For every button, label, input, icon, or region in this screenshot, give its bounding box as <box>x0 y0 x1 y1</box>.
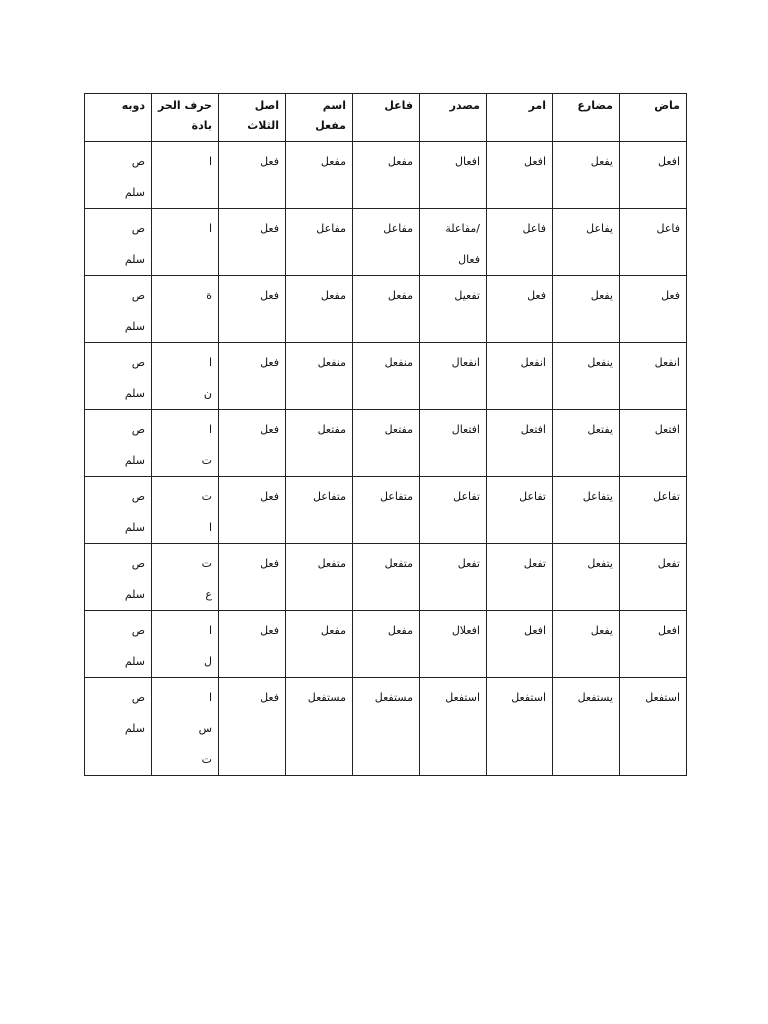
cell-text: متفعل <box>317 557 346 570</box>
table-cell <box>85 611 152 678</box>
cell-text: استفعل <box>511 691 546 704</box>
cell-text: تفاعل <box>453 490 480 503</box>
table-cell <box>620 477 687 544</box>
table-cell <box>286 343 353 410</box>
table-cell <box>219 142 286 209</box>
cell-line: سلم <box>124 387 145 400</box>
header-cell: اسم مفعل <box>286 94 353 142</box>
cell-text: يتفعل <box>587 557 613 570</box>
table-cell <box>420 410 487 477</box>
table-cell <box>620 209 687 276</box>
table-cell <box>487 410 553 477</box>
cell-text: استفعل <box>645 691 680 704</box>
cell-text: انفعل <box>654 356 680 369</box>
cell-line: ص <box>131 289 145 302</box>
cell-text: فعل <box>260 155 279 168</box>
table-cell <box>286 410 353 477</box>
table-row <box>85 343 687 410</box>
cell-line: سلم <box>124 655 145 668</box>
header-row <box>85 94 687 142</box>
table-cell <box>152 544 219 611</box>
table-cell <box>420 209 487 276</box>
cell-text: انفعل <box>520 356 546 369</box>
cell-text: متفعل <box>384 557 413 570</box>
cell-line: سلم <box>124 454 145 467</box>
table-cell <box>353 410 420 477</box>
cell-text: تفعل <box>523 557 546 570</box>
table-cell <box>620 343 687 410</box>
table-cell <box>152 343 219 410</box>
table-cell <box>553 611 620 678</box>
header-cell: فاعل <box>353 94 420 142</box>
cell-text: مستفعل <box>374 691 413 704</box>
table-row <box>85 209 687 276</box>
cell-line: ص <box>131 423 145 436</box>
table-cell <box>420 343 487 410</box>
cell-line: ص <box>131 691 145 704</box>
table-cell <box>152 678 219 776</box>
table-cell <box>286 142 353 209</box>
table-cell <box>553 544 620 611</box>
table-cell <box>286 209 353 276</box>
cell-text: فعل <box>260 222 279 235</box>
cell-text: افتعل <box>654 423 680 436</box>
table-cell <box>487 477 553 544</box>
cell-text: مفعل <box>387 155 413 168</box>
header-cell: مضارع <box>553 94 620 142</box>
cell-text: يفعل <box>590 289 613 302</box>
cell-text: يفعل <box>590 155 613 168</box>
table-cell <box>219 678 286 776</box>
cell-text: مفعل <box>320 155 346 168</box>
table-cell <box>152 142 219 209</box>
cell-text: مفعل <box>320 624 346 637</box>
table-cell <box>85 678 152 776</box>
cell-text: افعل <box>524 155 546 168</box>
cell-text: فعل <box>260 289 279 302</box>
table-cell <box>85 410 152 477</box>
cell-text: فعل <box>661 289 680 302</box>
cell-text: تفعل <box>657 557 680 570</box>
cell-line: ا <box>208 423 212 436</box>
cell-line: سلم <box>124 521 145 534</box>
table-cell <box>219 209 286 276</box>
table-cell <box>487 343 553 410</box>
table-cell <box>85 142 152 209</box>
cell-line: سلم <box>124 722 145 735</box>
table-cell <box>487 611 553 678</box>
table-row <box>85 142 687 209</box>
cell-text: تفعل <box>457 557 480 570</box>
cell-text: يستفعل <box>577 691 613 704</box>
table-cell <box>620 678 687 776</box>
table-cell <box>286 477 353 544</box>
table-cell <box>553 410 620 477</box>
table-cell <box>420 611 487 678</box>
table-cell <box>152 276 219 343</box>
cell-line: سلم <box>124 186 145 199</box>
table-row <box>85 678 687 776</box>
table-cell <box>620 410 687 477</box>
table-cell <box>85 544 152 611</box>
table-cell <box>553 343 620 410</box>
table-row <box>85 410 687 477</box>
cell-line: ا <box>208 691 212 704</box>
table-row <box>85 544 687 611</box>
table-cell <box>85 209 152 276</box>
table-cell <box>487 544 553 611</box>
cell-text: فعل <box>527 289 546 302</box>
table-cell <box>620 142 687 209</box>
cell-line: ص <box>131 155 145 168</box>
cell-text: مفعل <box>387 289 413 302</box>
cell-line: ع <box>205 588 212 601</box>
header-cell: حرف الحر بادة <box>152 94 219 142</box>
table-cell <box>487 678 553 776</box>
cell-text: يفاعل <box>586 222 613 235</box>
table-cell <box>353 678 420 776</box>
cell-line: ل <box>204 655 212 668</box>
cell-text: افعال <box>455 155 480 168</box>
cell-line: ص <box>131 557 145 570</box>
cell-text: متفاعل <box>379 490 413 503</box>
cell-line: سلم <box>124 320 145 333</box>
table-cell <box>85 343 152 410</box>
cell-line: سلم <box>124 253 145 266</box>
table-cell <box>219 410 286 477</box>
cell-line: ت <box>201 753 212 766</box>
cell-text: فعل <box>260 356 279 369</box>
table-cell <box>620 544 687 611</box>
cell-text: افتعل <box>520 423 546 436</box>
cell-line: ت <box>201 557 212 570</box>
cell-line: ة <box>206 289 212 302</box>
cell-text: افعل <box>658 155 680 168</box>
cell-text: مفاعل <box>383 222 413 235</box>
verb-forms-table <box>84 93 687 776</box>
cell-text: فعل <box>260 691 279 704</box>
cell-text: فعل <box>260 624 279 637</box>
table-cell <box>219 343 286 410</box>
table-cell <box>219 477 286 544</box>
table-cell <box>286 276 353 343</box>
cell-text: متفاعل <box>312 490 346 503</box>
table-cell <box>353 611 420 678</box>
cell-text: افتعال <box>451 423 480 436</box>
table-cell <box>487 142 553 209</box>
cell-text: فعل <box>260 423 279 436</box>
table-row <box>85 477 687 544</box>
table-cell <box>152 410 219 477</box>
cell-line: ا <box>208 155 212 168</box>
cell-text: يتفاعل <box>582 490 613 503</box>
table-cell <box>420 276 487 343</box>
cell-line: ت <box>201 454 212 467</box>
table-cell <box>420 678 487 776</box>
cell-text: تفاعل <box>519 490 546 503</box>
cell-text: افعل <box>658 624 680 637</box>
table-cell <box>420 477 487 544</box>
cell-line: ن <box>203 387 212 400</box>
cell-text: تفاعل <box>653 490 680 503</box>
table-cell <box>420 142 487 209</box>
cell-line: ص <box>131 624 145 637</box>
table-cell <box>219 544 286 611</box>
cell-text: افعل <box>524 624 546 637</box>
table-cell <box>553 142 620 209</box>
cell-text: افعلال <box>451 624 480 637</box>
header-cell: ماض <box>620 94 687 142</box>
table-row <box>85 611 687 678</box>
table-row <box>85 276 687 343</box>
table-cell <box>553 276 620 343</box>
table-cell <box>353 276 420 343</box>
header-cell: اصل الثلاث <box>219 94 286 142</box>
table-cell <box>286 678 353 776</box>
cell-text: فاعل <box>656 222 680 235</box>
cell-line: ا <box>208 222 212 235</box>
cell-text: فعل <box>260 490 279 503</box>
cell-text: يفعل <box>590 624 613 637</box>
table-cell <box>487 276 553 343</box>
table-cell <box>286 611 353 678</box>
cell-line: ت <box>201 490 212 503</box>
cell-line: ا <box>208 624 212 637</box>
cell-text: استفعل <box>445 691 480 704</box>
cell-line: ص <box>131 490 145 503</box>
cell-line: ص <box>131 222 145 235</box>
cell-text: مفتعل <box>384 423 413 436</box>
table-cell <box>353 209 420 276</box>
cell-text: منفعل <box>384 356 413 369</box>
header-cell: مصدر <box>420 94 487 142</box>
table-cell <box>620 611 687 678</box>
table-cell <box>620 276 687 343</box>
cell-line: /مفاعلة <box>445 222 480 235</box>
table-cell <box>85 276 152 343</box>
cell-text: فعل <box>260 557 279 570</box>
table-cell <box>353 544 420 611</box>
table-cell <box>553 209 620 276</box>
table-cell <box>152 477 219 544</box>
header-cell: امر <box>487 94 553 142</box>
table-cell <box>420 544 487 611</box>
table-cell <box>85 477 152 544</box>
table-cell <box>152 611 219 678</box>
header-cell: دوبه <box>85 94 152 142</box>
cell-text: مستفعل <box>307 691 346 704</box>
table-cell <box>353 477 420 544</box>
table-cell <box>286 544 353 611</box>
cell-text: مفاعل <box>316 222 346 235</box>
cell-line: ا <box>208 521 212 534</box>
cell-line: ص <box>131 356 145 369</box>
table-cell <box>353 142 420 209</box>
cell-line: سلم <box>124 588 145 601</box>
cell-line: س <box>198 722 212 735</box>
table-cell <box>152 209 219 276</box>
table-cell <box>219 611 286 678</box>
cell-text: انفعال <box>451 356 480 369</box>
cell-line: ا <box>208 356 212 369</box>
cell-line: فعال <box>458 253 480 266</box>
table-cell <box>553 477 620 544</box>
cell-text: يفتعل <box>587 423 613 436</box>
cell-text: ينفعل <box>587 356 613 369</box>
cell-text: مفعل <box>320 289 346 302</box>
cell-text: تفعيل <box>454 289 480 302</box>
table-cell <box>487 209 553 276</box>
cell-text: مفتعل <box>317 423 346 436</box>
cell-text: منفعل <box>317 356 346 369</box>
cell-text: فاعل <box>522 222 546 235</box>
table-cell <box>353 343 420 410</box>
table-cell <box>553 678 620 776</box>
cell-text: مفعل <box>387 624 413 637</box>
table-cell <box>219 276 286 343</box>
